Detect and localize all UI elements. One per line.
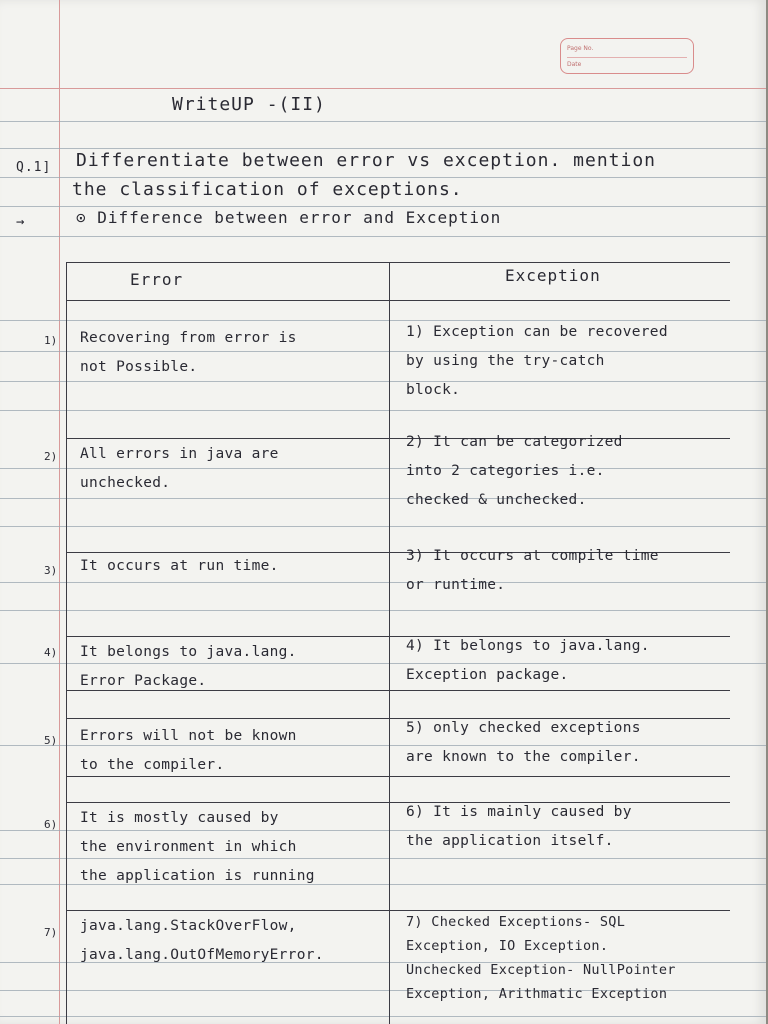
exception-cell: 4) It belongs to java.lang. Exception package. bbox=[406, 638, 650, 683]
table-top-border bbox=[66, 262, 730, 263]
table-header-border bbox=[66, 300, 730, 301]
row-number: 6) bbox=[44, 818, 58, 831]
top-margin-line bbox=[0, 88, 766, 89]
exception-cell: 6) It is mainly caused by the application itself. bbox=[406, 804, 632, 849]
row-number: 1) bbox=[44, 334, 58, 347]
error-cell: It is mostly caused by the environment in which the application is running bbox=[80, 810, 315, 884]
ruled-line bbox=[0, 610, 766, 611]
error-cell: java.lang.StackOverFlow, java.lang.OutOfMemoryError. bbox=[80, 918, 324, 963]
row-number: 7) bbox=[44, 926, 58, 939]
error-cell: It occurs at run time. bbox=[80, 558, 279, 574]
table-header-exception: Exception bbox=[505, 266, 601, 285]
ruled-line bbox=[0, 177, 766, 178]
row-number: 2) bbox=[44, 450, 58, 463]
date-label: Date bbox=[567, 61, 582, 68]
exception-cell: 5) only checked exceptions are known to the compiler. bbox=[406, 720, 641, 765]
question-label: Q.1] bbox=[16, 160, 52, 175]
question-line-2: the classification of exceptions. bbox=[72, 179, 463, 200]
ruled-line bbox=[0, 1016, 766, 1017]
error-cell: It belongs to java.lang. Error Package. bbox=[80, 644, 297, 689]
table-header-error: Error bbox=[130, 270, 184, 289]
ruled-line bbox=[0, 410, 766, 411]
ruled-line bbox=[0, 121, 766, 122]
exception-cell: 2) It can be categorized into 2 categories i.e. checked & unchecked. bbox=[406, 434, 623, 508]
exception-cell: 1) Exception can be recovered by using the try-catch block. bbox=[406, 324, 668, 398]
row-number: 3) bbox=[44, 564, 58, 577]
page-date-box bbox=[560, 38, 694, 74]
ruled-line bbox=[0, 206, 766, 207]
ruled-line bbox=[0, 148, 766, 149]
row-number: 4) bbox=[44, 646, 58, 659]
ruled-line bbox=[0, 526, 766, 527]
exception-cell: 7) Checked Exceptions- SQL Exception, IO Exception. Unchecked Exception- NullPointer Exception, Arithmatic Exception bbox=[406, 914, 676, 1002]
margin-line bbox=[59, 0, 60, 1024]
page-title: WriteUP -(II) bbox=[172, 94, 326, 115]
page-no-label: Page No. bbox=[567, 41, 687, 58]
question-line-1: Differentiate between error vs exception. mention bbox=[76, 150, 657, 171]
subheading: ⊙ Difference between error and Exception bbox=[76, 208, 502, 227]
row-number: 5) bbox=[44, 734, 58, 747]
error-cell: All errors in java are unchecked. bbox=[80, 446, 279, 491]
ruled-line bbox=[0, 236, 766, 237]
arrow-icon: → bbox=[16, 214, 26, 230]
exception-cell: 3) It occurs at compile time or runtime. bbox=[406, 548, 659, 593]
error-cell: Errors will not be known to the compiler. bbox=[80, 728, 297, 773]
error-cell: Recovering from error is not Possible. bbox=[80, 330, 297, 375]
